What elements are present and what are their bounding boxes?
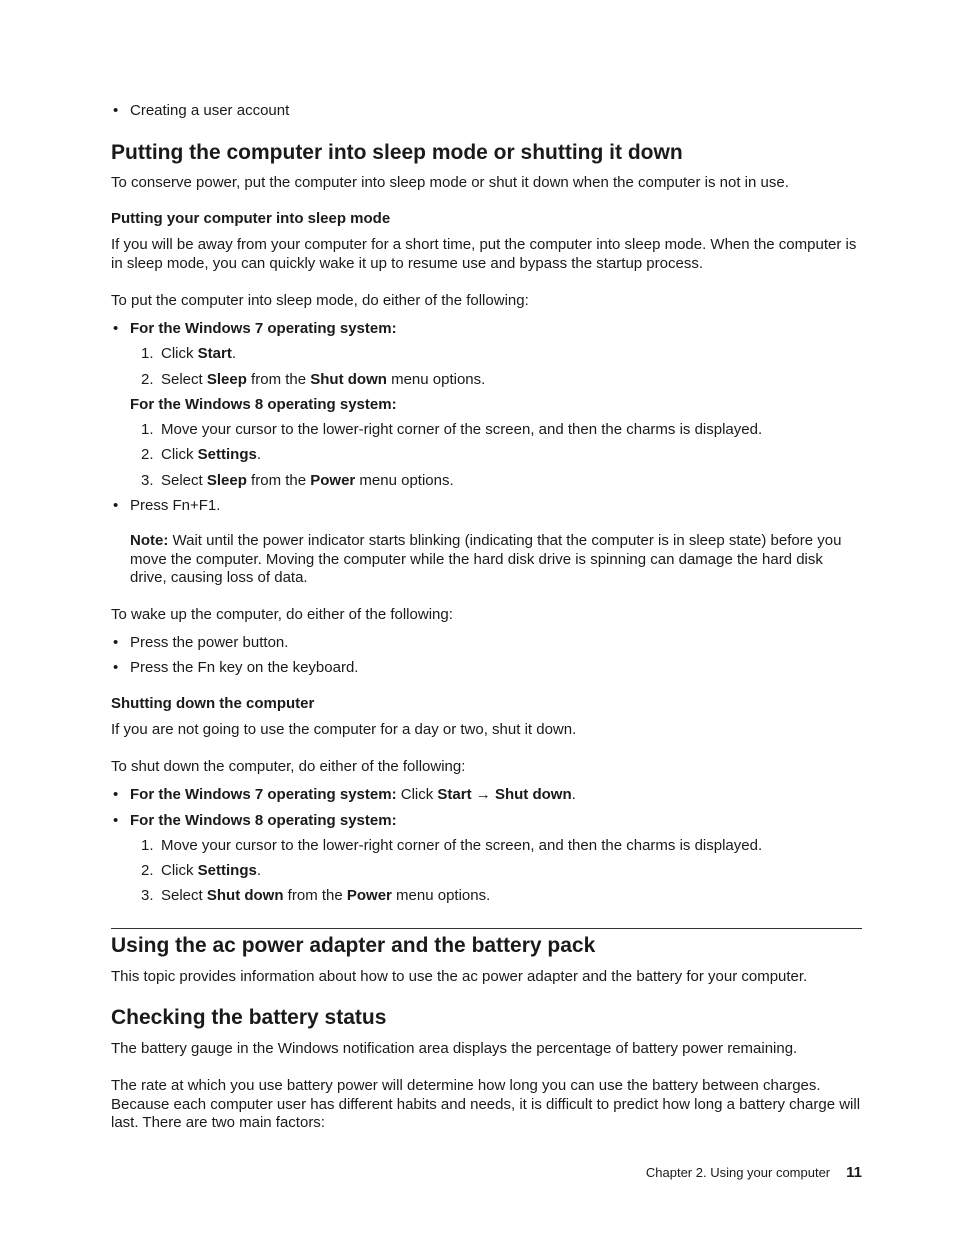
page-number: 11: [846, 1164, 862, 1181]
page-footer: [646, 1164, 862, 1183]
paragraph: The battery gauge in the Windows notification area displays the percentage of battery power remaining.: [111, 1040, 798, 1057]
list-item: • Creating a user account: [111, 102, 862, 121]
section-title: Putting the computer into sleep mode or shutting it down: [111, 141, 683, 164]
arrow-icon: →: [471, 786, 495, 803]
paragraph: This topic provides information about how to use the ac power adapter and the battery for your computer.: [111, 968, 808, 985]
numbered-step: 2. Click Settings.: [141, 446, 262, 463]
footer-chapter: Chapter 2. Using your computer: [645, 1165, 831, 1180]
paragraph: To put the computer into sleep mode, do either of the following:: [111, 292, 529, 309]
paragraph: To shut down the computer, do either of the following:: [111, 758, 466, 775]
numbered-step: 1. Click Start.: [141, 345, 237, 362]
list-item: • For the Windows 8 operating system:: [111, 812, 862, 831]
numbered-step: 3. Select Shut down from the Power menu options.: [141, 887, 491, 904]
numbered-step: 2. Select Sleep from the Shut down menu options.: [141, 371, 486, 388]
section-title: Using the ac power adapter and the battery pack: [111, 934, 596, 957]
paragraph: If you are not going to use the computer for a day or two, shut it down.: [111, 721, 577, 738]
list-item: • For the Windows 7 operating system: Click Start → Shut down.: [111, 786, 862, 805]
numbered-step: 2. Click Settings.: [141, 862, 262, 879]
subsection-heading: Shutting down the computer: [111, 695, 315, 712]
note: Note: Wait until the power indicator starts blinking (indicating that the computer is in sleep state) before you move the computer. Moving the computer while the hard disk drive is spinning can damage the hard disk drive, causing loss of data.: [130, 532, 842, 586]
subsection-heading: Putting your computer into sleep mode: [111, 210, 391, 227]
list-item: • Press the power button.: [111, 634, 862, 653]
list-item: • Press the Fn key on the keyboard.: [111, 659, 862, 678]
numbered-step: 1. Move your cursor to the lower-right corner of the screen, and then the charms is displayed.: [141, 421, 763, 438]
paragraph: To wake up the computer, do either of the following:: [111, 606, 453, 623]
list-label: For the Windows 8 operating system:: [130, 396, 397, 413]
paragraph: To conserve power, put the computer into sleep mode or shut it down when the computer is not in use.: [111, 174, 789, 191]
section-title: Checking the battery status: [111, 1006, 387, 1029]
paragraph: The rate at which you use battery power will determine how long you can use the battery between charges. Because each computer user has different habits and needs, it is difficult to predict how long a battery charge will last. There are two main factors:: [111, 1077, 861, 1131]
numbered-step: 1. Move your cursor to the lower-right corner of the screen, and then the charms is displayed.: [141, 837, 763, 854]
numbered-step: 3. Select Sleep from the Power menu options.: [141, 472, 454, 489]
paragraph: If you will be away from your computer for a short time, put the computer into sleep mode. When the computer is in sleep mode, you can quickly wake it up to resume use and bypass the startup process.: [111, 236, 857, 272]
section-divider: [111, 928, 862, 929]
document-page: [111, 0, 862, 1235]
list-item: • For the Windows 7 operating system:: [111, 320, 862, 339]
list-item: • Press Fn+F1.: [111, 497, 862, 516]
